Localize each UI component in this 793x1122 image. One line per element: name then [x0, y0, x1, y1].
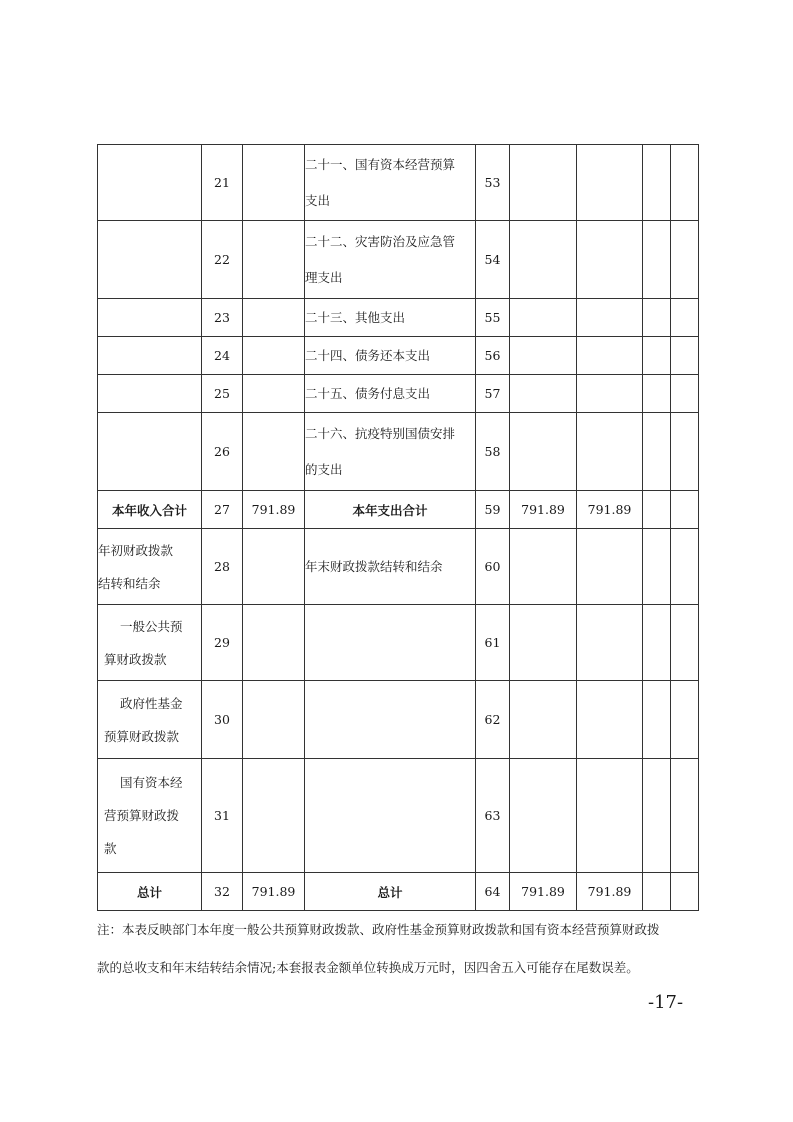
income-total-label: 本年收入合计 [98, 491, 202, 529]
empty-cell [643, 873, 671, 911]
empty-cell [643, 413, 671, 491]
table-row [98, 299, 699, 337]
expense-total-line-number: 59 [476, 491, 510, 529]
empty-cell [671, 873, 699, 911]
closing-balance-label: 年末财政拨款结转和结余 [305, 529, 476, 605]
table-note-line-2: 款的总收支和年末结转结余情况;本套报表金额单位转换成万元时，因四舍五入可能存在尾数误差。 [97, 960, 639, 975]
empty-cell [671, 375, 699, 413]
expense-item-line: 的支出 [305, 461, 343, 477]
balance-row [98, 681, 699, 759]
label-line: 算财政拨款 [104, 651, 167, 667]
expense-item-line: 二十一、国有资本经营预算 [305, 156, 456, 172]
empty-cell [643, 221, 671, 299]
expense-amount-total [510, 145, 577, 221]
expense-line-number: 60 [476, 529, 510, 605]
empty-cell [643, 375, 671, 413]
expense-item-line: 二十六、抗疫特别国债安排 [305, 425, 456, 441]
expense-line-number: 61 [476, 605, 510, 681]
income-item-cell [98, 413, 202, 491]
empty-cell [671, 529, 699, 605]
income-item-cell [98, 337, 202, 375]
expense-amount-general [577, 375, 643, 413]
empty-cell [671, 605, 699, 681]
expense-item-line: 二十三、其他支出 [305, 309, 406, 325]
expense-item [305, 681, 476, 759]
grand-total-expense-line-number: 64 [476, 873, 510, 911]
expense-item-line: 二十四、债务还本支出 [305, 347, 431, 363]
expense-amount-general [577, 605, 643, 681]
empty-cell [671, 299, 699, 337]
expense-item [305, 337, 476, 375]
expense-total-label: 本年支出合计 [305, 491, 476, 529]
income-amount [243, 681, 305, 759]
expense-line-number: 56 [476, 337, 510, 375]
grand-total-row [98, 873, 699, 911]
balance-row [98, 529, 699, 605]
expense-item [305, 605, 476, 681]
income-line-number: 21 [202, 145, 243, 221]
expense-amount-general [577, 221, 643, 299]
income-amount [243, 605, 305, 681]
label-line: 结转和结余 [98, 575, 161, 591]
empty-cell [671, 491, 699, 529]
income-item-cell [98, 221, 202, 299]
income-item-cell [98, 145, 202, 221]
label-line: 一般公共预 [120, 618, 183, 634]
income-total-amount: 791.89 [243, 491, 305, 529]
expense-amount-general [577, 529, 643, 605]
empty-cell [643, 605, 671, 681]
balance-row [98, 605, 699, 681]
income-line-number: 26 [202, 413, 243, 491]
expense-item-line: 二十五、债务付息支出 [305, 385, 431, 401]
expense-line-number: 63 [476, 759, 510, 873]
income-line-number: 25 [202, 375, 243, 413]
income-amount [243, 221, 305, 299]
expense-amount-general [577, 145, 643, 221]
empty-cell [671, 413, 699, 491]
table-row [98, 413, 699, 491]
income-line-number: 24 [202, 337, 243, 375]
empty-cell [643, 529, 671, 605]
label-line: 年初财政拨款 [98, 542, 174, 558]
empty-cell [671, 681, 699, 759]
annual-total-row [98, 491, 699, 529]
label-line: 国有资本经 [120, 775, 183, 790]
table-row [98, 145, 699, 221]
expense-item [305, 299, 476, 337]
expense-item-line: 理支出 [305, 269, 343, 285]
income-total-line-number: 27 [202, 491, 243, 529]
expense-line-number: 57 [476, 375, 510, 413]
expense-line-number: 62 [476, 681, 510, 759]
expense-total-general-amount: 791.89 [577, 491, 643, 529]
expense-line-number: 53 [476, 145, 510, 221]
table-row [98, 221, 699, 299]
empty-cell [643, 337, 671, 375]
balance-row [98, 759, 699, 873]
income-amount [243, 759, 305, 873]
expense-line-number: 54 [476, 221, 510, 299]
expense-item [305, 759, 476, 873]
expense-amount-total [510, 299, 577, 337]
empty-cell [671, 337, 699, 375]
expense-amount-total [510, 413, 577, 491]
expense-amount-total [510, 681, 577, 759]
expense-item-line: 支出 [305, 192, 331, 208]
income-item-cell [98, 375, 202, 413]
label-line: 预算财政拨款 [104, 728, 180, 744]
fiscal-appropriation-table [97, 144, 699, 911]
income-item-cell [98, 299, 202, 337]
expense-item [305, 413, 476, 491]
empty-cell [671, 221, 699, 299]
label-line: 款 [104, 841, 117, 856]
empty-cell [643, 145, 671, 221]
expense-amount-total [510, 605, 577, 681]
expense-line-number: 58 [476, 413, 510, 491]
income-line-number: 30 [202, 681, 243, 759]
empty-cell [643, 681, 671, 759]
income-amount [243, 337, 305, 375]
grand-total-income-label: 总计 [98, 873, 202, 911]
expense-amount-total [510, 529, 577, 605]
expense-amount-general [577, 759, 643, 873]
income-amount [243, 299, 305, 337]
income-line-number: 23 [202, 299, 243, 337]
expense-amount-total [510, 221, 577, 299]
empty-cell [643, 759, 671, 873]
expense-item-line: 二十二、灾害防治及应急管 [305, 233, 456, 249]
table-row [98, 337, 699, 375]
grand-total-income-line-number: 32 [202, 873, 243, 911]
table-row [98, 375, 699, 413]
expense-total-amount: 791.89 [510, 491, 577, 529]
expense-item [305, 375, 476, 413]
grand-total-general-amount: 791.89 [577, 873, 643, 911]
expense-amount-general [577, 299, 643, 337]
opening-balance-label [98, 529, 202, 605]
income-line-number: 28 [202, 529, 243, 605]
label-line: 政府性基金 [120, 695, 183, 711]
empty-cell [643, 491, 671, 529]
empty-cell [643, 299, 671, 337]
expense-item [305, 221, 476, 299]
state-capital-label [98, 759, 202, 873]
empty-cell [671, 759, 699, 873]
expense-amount-general [577, 413, 643, 491]
income-line-number: 22 [202, 221, 243, 299]
expense-amount-general [577, 681, 643, 759]
label-line: 营预算财政拨 [104, 808, 180, 823]
expense-amount-total [510, 375, 577, 413]
income-line-number: 29 [202, 605, 243, 681]
expense-item [305, 145, 476, 221]
income-amount [243, 145, 305, 221]
expense-amount-total [510, 759, 577, 873]
expense-amount-total [510, 337, 577, 375]
grand-total-income-amount: 791.89 [243, 873, 305, 911]
expense-line-number: 55 [476, 299, 510, 337]
grand-total-expense-amount: 791.89 [510, 873, 577, 911]
empty-cell [671, 145, 699, 221]
table-note-line-1: 注：本表反映部门本年度一般公共预算财政拨款、政府性基金预算财政拨款和国有资本经营预算财政拨 [97, 922, 660, 937]
income-amount [243, 413, 305, 491]
income-amount [243, 375, 305, 413]
income-line-number: 31 [202, 759, 243, 873]
income-amount [243, 529, 305, 605]
grand-total-expense-label: 总计 [305, 873, 476, 911]
general-budget-label [98, 605, 202, 681]
expense-amount-general [577, 337, 643, 375]
page-number: -17- [648, 992, 684, 1013]
government-fund-label [98, 681, 202, 759]
